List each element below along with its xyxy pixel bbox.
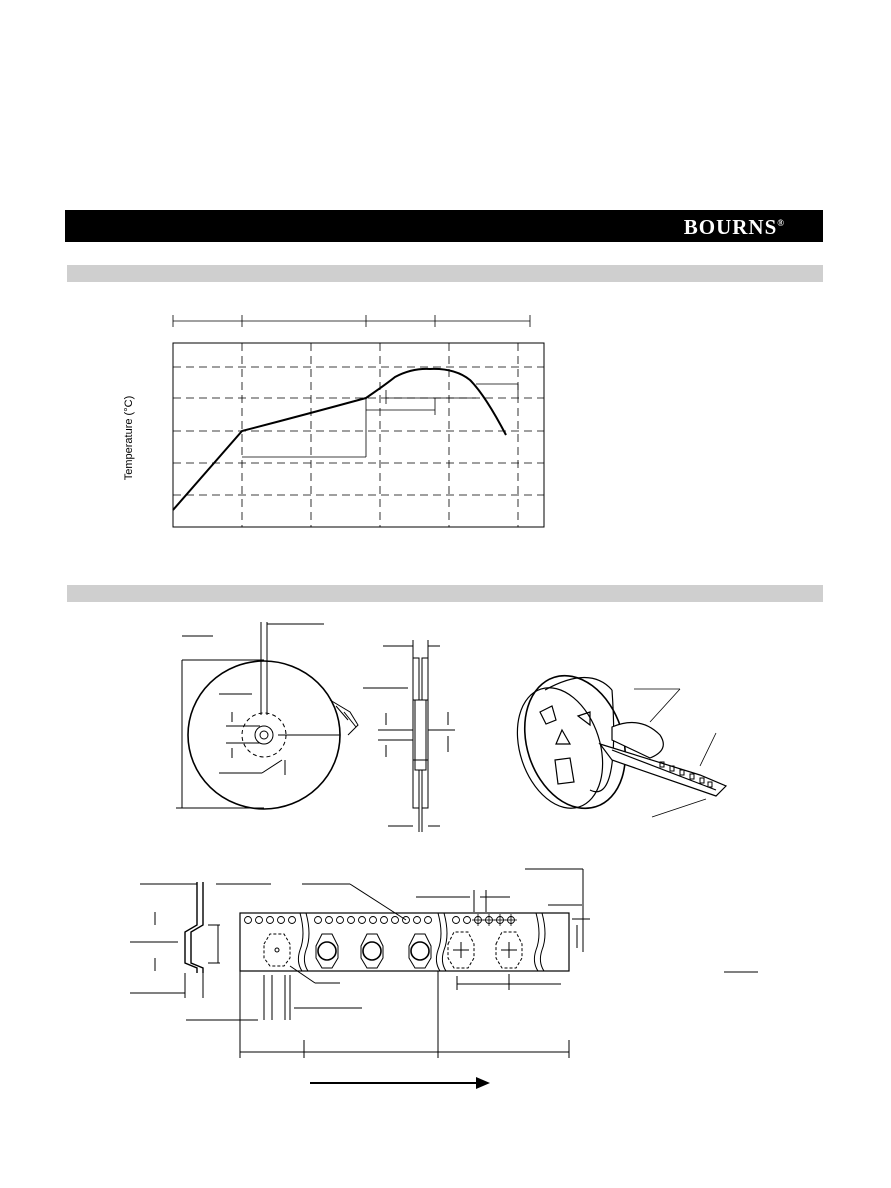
tape-cross-section xyxy=(130,882,271,998)
reel-side-view xyxy=(363,640,455,832)
reel-perspective-view xyxy=(503,662,726,821)
reflow-profile-chart xyxy=(173,315,544,527)
tape-top-view xyxy=(186,869,758,1058)
tape-components xyxy=(316,934,431,968)
reel-front-view xyxy=(176,622,358,809)
feed-direction-arrow xyxy=(310,1077,490,1089)
bourns-logo: BOURNS® xyxy=(683,215,785,239)
temperature-axis-label: Temperature (°C) xyxy=(123,395,135,481)
